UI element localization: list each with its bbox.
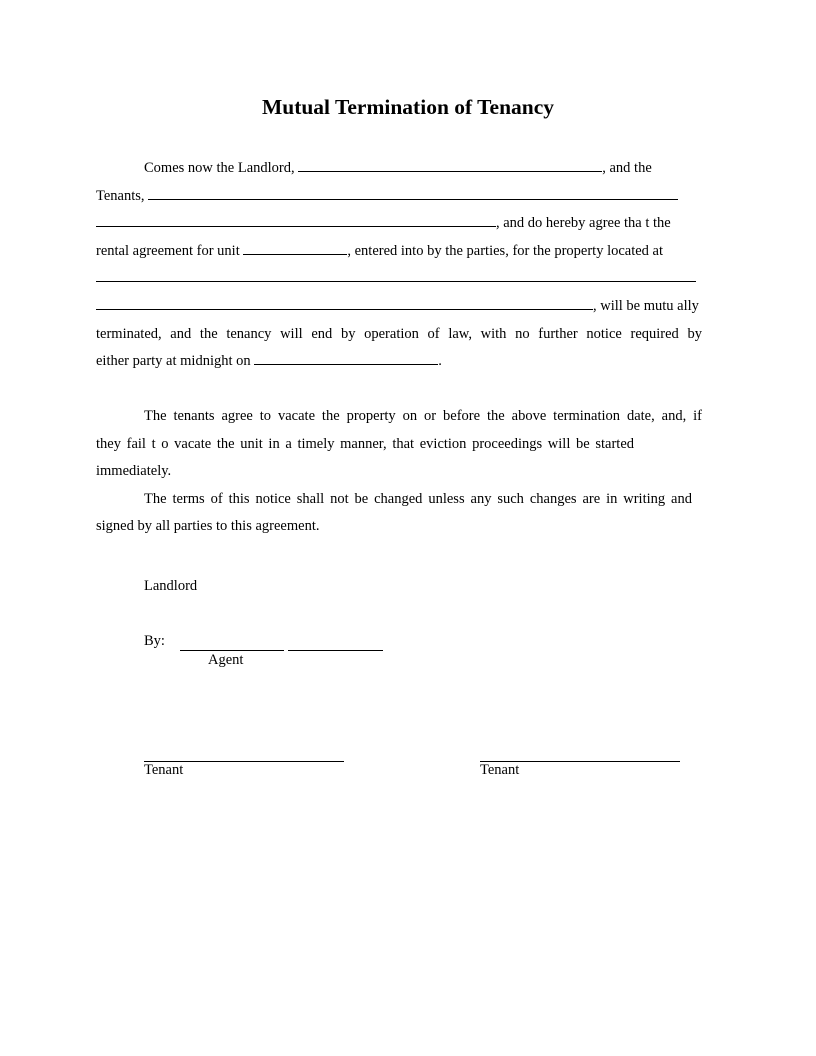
unit-line xyxy=(96,238,663,266)
text-rental-agreement: rental agreement for unit xyxy=(96,242,240,259)
vacate-line-1: The tenants agree to vacate the property on or before the above termination date, and, if xyxy=(144,408,702,424)
text-and-the: , and the xyxy=(602,160,652,176)
tenants-name-field-2[interactable] xyxy=(96,210,496,227)
text-tenants: Tenants, xyxy=(96,187,145,204)
termination-date-field[interactable] xyxy=(254,348,438,365)
by-label: By: xyxy=(144,633,165,649)
text-midnight: either party at midnight on xyxy=(96,353,251,370)
agent-label: Agent xyxy=(208,652,244,668)
landlord-line xyxy=(144,155,652,183)
vacate-line-3: immediately. xyxy=(96,463,172,480)
tenant1-label: Tenant xyxy=(144,762,184,778)
landlord-label: Landlord xyxy=(144,578,198,594)
midnight-line xyxy=(96,348,442,376)
property-address-field[interactable] xyxy=(96,265,696,282)
text-agree: , and do hereby agree tha t the xyxy=(496,215,671,232)
text-mutually: , will be mutu ally xyxy=(593,298,699,314)
tenants-line xyxy=(96,183,678,211)
unit-field[interactable] xyxy=(243,238,347,255)
text-period: . xyxy=(438,353,442,370)
agent-signature-line[interactable] xyxy=(180,650,284,651)
agent-name-line[interactable] xyxy=(288,650,383,651)
text-entered-into: , entered into by the parties, for the property located at xyxy=(347,242,664,259)
property-address-field-2[interactable] xyxy=(96,293,593,310)
vacate-line-2: they fail t o vacate the unit in a timely manner, that eviction proceedings will be started xyxy=(96,435,634,452)
tenants-name-field[interactable] xyxy=(148,183,678,200)
text-landlord-intro: Comes now the Landlord, xyxy=(144,160,295,176)
terms-line-1: The terms of this notice shall not be changed unless any such changes are in writing and xyxy=(144,490,692,507)
tenants-continued-line xyxy=(96,210,671,238)
tenant2-label: Tenant xyxy=(480,762,520,778)
landlord-name-field[interactable] xyxy=(298,155,602,172)
terminated-line: terminated, and the tenancy will end by operation of law, with no further notice required by xyxy=(96,325,702,342)
terms-line-2: signed by all parties to this agreement. xyxy=(96,518,320,535)
property-continued-line xyxy=(96,293,699,321)
property-line xyxy=(96,265,696,293)
document-title: Mutual Termination of Tenancy xyxy=(261,95,555,119)
